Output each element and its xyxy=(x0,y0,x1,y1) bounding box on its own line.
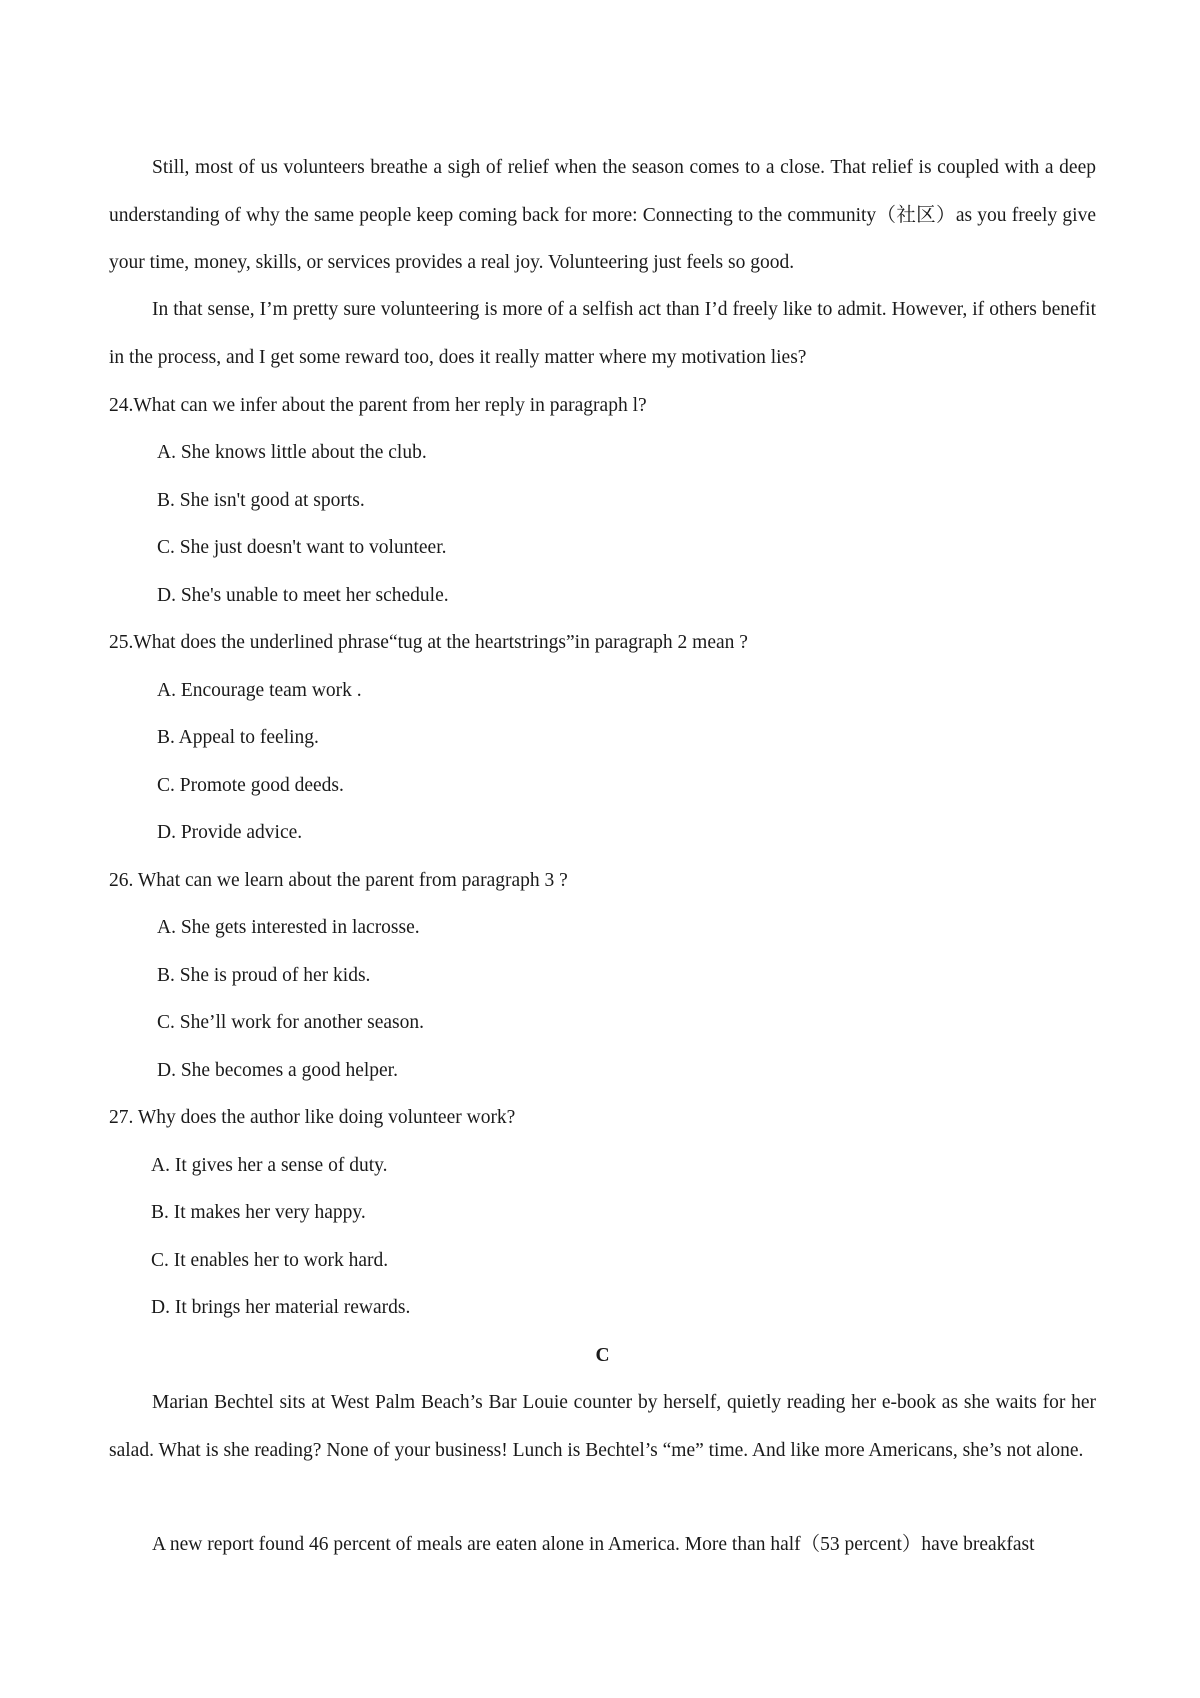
question-24-option-d: D. She's unable to meet her schedule. xyxy=(157,585,449,606)
question-27-option-a: A. It gives her a sense of duty. xyxy=(151,1155,388,1176)
paragraph-selfish-act: In that sense, I’m pretty sure volunteering is more of a selfish act than I’d freely like to admit. However, if others benefit in the process, and I get some reward too, does it really matter where my motivation lies? xyxy=(109,299,1096,368)
question-24-stem: 24.What can we infer about the parent from her reply in paragraph l? xyxy=(109,395,647,416)
question-25-option-b: B. Appeal to feeling. xyxy=(157,727,319,748)
question-26-option-d: D. She becomes a good helper. xyxy=(157,1060,398,1081)
question-27-option-b: B. It makes her very happy. xyxy=(151,1202,366,1223)
question-25-option-d: D. Provide advice. xyxy=(157,822,303,843)
question-26-option-c: C. She’ll work for another season. xyxy=(157,1012,424,1033)
question-26-option-a: A. She gets interested in lacrosse. xyxy=(157,917,420,938)
question-24-option-c: C. She just doesn't want to volunteer. xyxy=(157,537,447,558)
question-27-stem: 27. Why does the author like doing volunteer work? xyxy=(109,1107,516,1128)
paragraph-meals-report: A new report found 46 percent of meals are eaten alone in America. More than half（53 percent）have breakfast xyxy=(152,1534,1035,1555)
question-25-stem: 25.What does the underlined phrase“tug at the heartstrings”in paragraph 2 mean ? xyxy=(109,632,748,653)
question-27-option-d: D. It brings her material rewards. xyxy=(151,1297,411,1318)
section-heading-c: C xyxy=(595,1345,610,1366)
question-26-option-b: B. She is proud of her kids. xyxy=(157,965,371,986)
paragraph-marian-bechtel: Marian Bechtel sits at West Palm Beach’s Bar Louie counter by herself, quietly reading her e-book as she waits for her salad. What is she reading? None of your business! Lunch is Bechtel’s “me” time. And like more Americans, she’s not alone. xyxy=(109,1392,1096,1461)
question-25-option-c: C. Promote good deeds. xyxy=(157,775,344,796)
question-27-option-c: C. It enables her to work hard. xyxy=(151,1250,389,1271)
question-25-option-a: A. Encourage team work . xyxy=(157,680,362,701)
question-24-option-a: A. She knows little about the club. xyxy=(157,442,427,463)
question-26-stem: 26. What can we learn about the parent from paragraph 3 ? xyxy=(109,870,568,891)
question-24-option-b: B. She isn't good at sports. xyxy=(157,490,365,511)
paragraph-volunteer-relief: Still, most of us volunteers breathe a sigh of relief when the season comes to a close. That relief is coupled with a deep understanding of why the same people keep coming back for more: Connecting to the community（社区）as you freely give your time, money, skills, or services provides a real joy. Volunteering just feels so good. xyxy=(109,157,1096,273)
